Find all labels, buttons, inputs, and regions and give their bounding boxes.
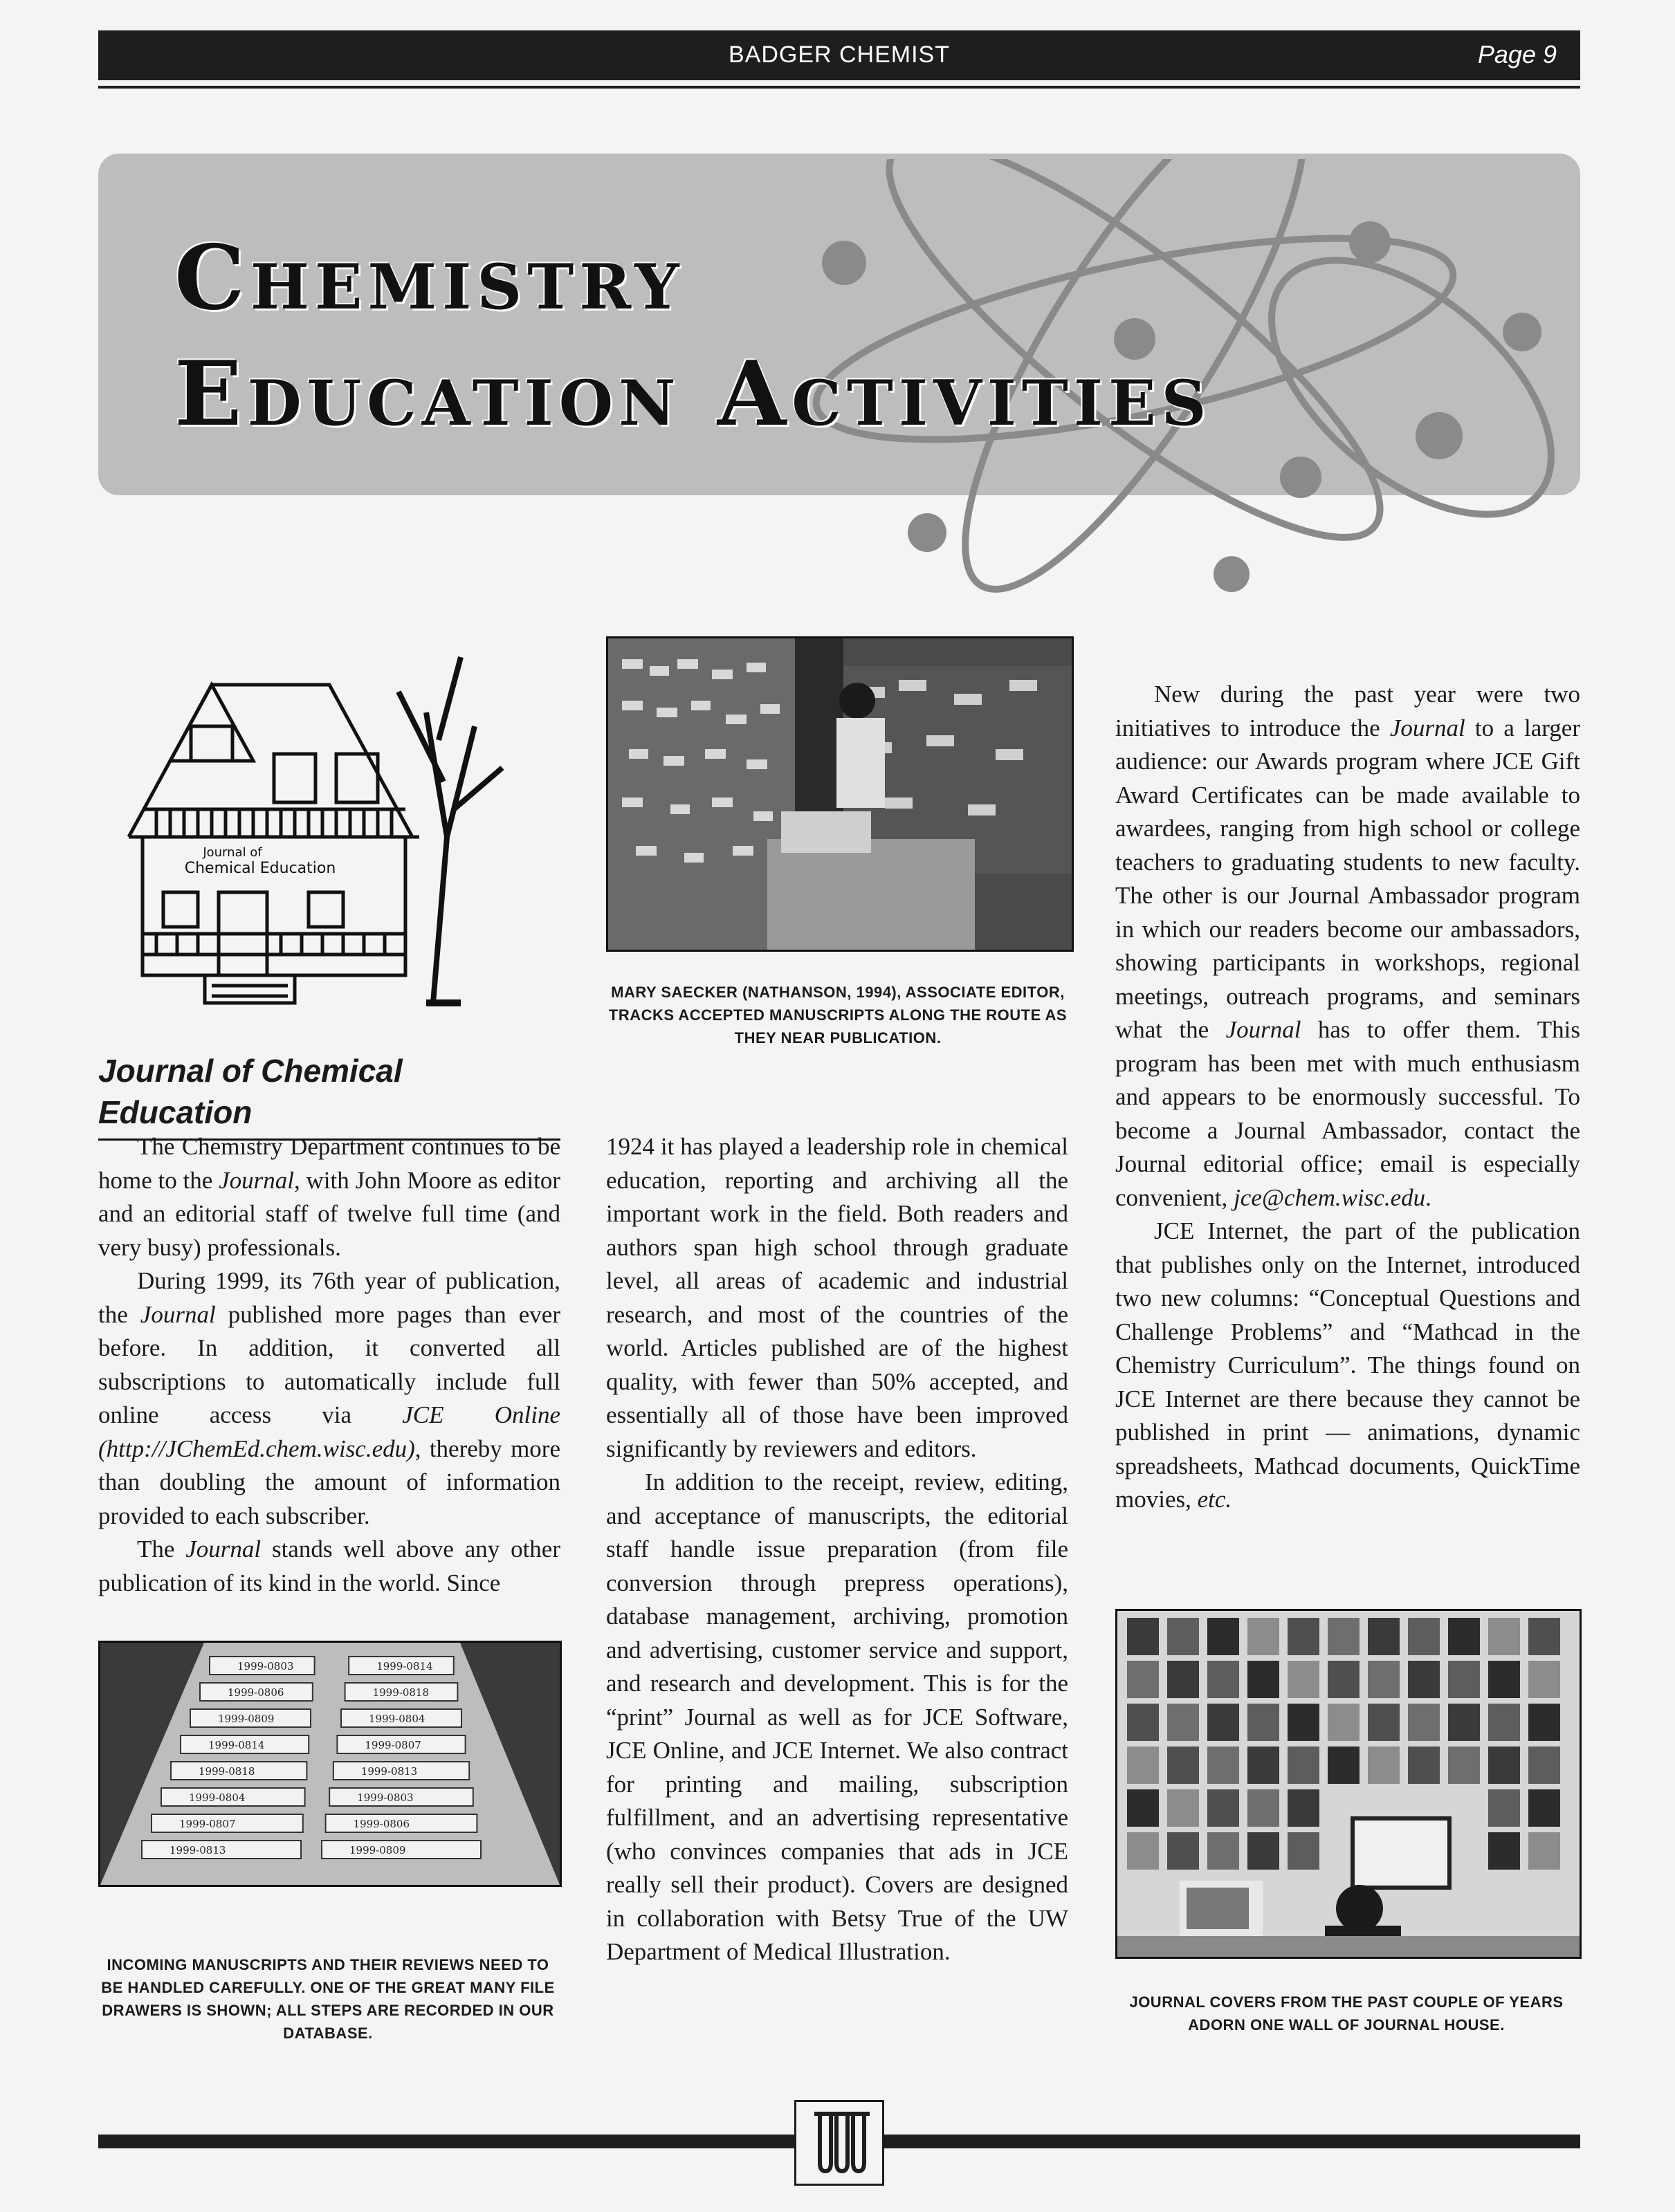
journal-cover <box>1127 1746 1159 1784</box>
journal-cover <box>1288 1746 1319 1784</box>
file-drawer-caption: INCOMING MANUSCRIPTS AND THEIR REVIEWS NEED TO BE HANDLED CAREFULLY. ONE OF THE GREAT MANY FILE DRAWERS IS SHOWN; ALL STEPS ARE RECORDED IN OUR DATABASE. <box>101 1956 555 2042</box>
journal-cover <box>1328 1661 1360 1698</box>
file-tab-label: 1999-0814 <box>376 1660 433 1672</box>
journal-cover <box>1448 1618 1480 1655</box>
journal-cover <box>1328 1704 1360 1741</box>
journal-cover <box>1167 1789 1199 1827</box>
journal-cover <box>1288 1618 1319 1655</box>
journal-cover <box>1328 1618 1360 1655</box>
section-heading: Journal of Chemical Education <box>98 1050 560 1141</box>
house-sign-line-1: Journal of <box>203 845 262 860</box>
journal-cover <box>1368 1661 1400 1698</box>
journal-cover <box>1167 1661 1199 1698</box>
journal-cover <box>1528 1746 1560 1784</box>
file-tab-label: 1999-0809 <box>349 1844 406 1856</box>
banner-title-line-2: Education Activities <box>174 342 1212 446</box>
journal-cover <box>1127 1661 1159 1698</box>
file-tab-label: 1999-0818 <box>372 1686 430 1699</box>
journal-house-illustration <box>101 629 516 1017</box>
editorial-email-link[interactable]: jce@chem.wisc.edu <box>1234 1183 1426 1211</box>
file-tab-label: 1999-0803 <box>237 1660 294 1672</box>
journal-cover <box>1368 1704 1400 1741</box>
journal-cover <box>1207 1789 1239 1827</box>
col1-paragraph-2: During 1999, its 76th year of publication, the Journal published more pages than ever before. In addition, it converted all subscriptions to automatically include full online access via JCE Online (http://JChemEd.chem.wisc.edu), thereby more than doubling the amount of information provided to each subscriber. <box>98 1267 560 1529</box>
file-tab-label: 1999-0813 <box>170 1844 226 1856</box>
col3-paragraph-2: JCE Internet, the part of the publication that publishes only on the Internet, introduced two new columns: “Conceptual Questions and Challenge Problems” and “Mathcad in the Chemistry Curriculum”. The things found on JCE Internet are there because they cannot be published in print — animations, dynamic spreadsheets, Mathcad documents, QuickTime movies, etc. <box>1115 1217 1580 1513</box>
file-tab-label: 1999-0807 <box>179 1818 236 1830</box>
journal-cover <box>1207 1832 1239 1870</box>
journal-cover <box>1528 1832 1560 1870</box>
col2-paragraph-1: 1924 it has played a leadership role in chemical education, reporting and archiving all the important work in the field. Both readers and authors span high school through graduate level, all areas of academic and industrial research, and most of the countries of the world. Articles published are of the highest quality, with fewer than 50% accepted, and essentially all of those have been improved significantly by reviewers and editors. <box>606 1133 1068 1462</box>
banner-title <box>174 220 1212 452</box>
journal-cover <box>1127 1618 1159 1655</box>
journal-cover <box>1247 1746 1279 1784</box>
journal-cover <box>1448 1746 1480 1784</box>
header-bar <box>98 30 1580 80</box>
journal-cover <box>1368 1618 1400 1655</box>
journal-cover <box>1488 1746 1520 1784</box>
page-number: Page 9 <box>1477 40 1557 68</box>
col1-paragraph-3: The Journal stands well above any other publication of its kind in the world. Since <box>98 1536 560 1596</box>
jce-online-link[interactable]: JCE Online (http://JChemEd.chem.wisc.edu) <box>98 1401 560 1462</box>
journal-cover <box>1127 1832 1159 1870</box>
journal-cover <box>1288 1704 1319 1741</box>
journal-cover <box>1528 1661 1560 1698</box>
file-tab-label: 1999-0806 <box>228 1686 284 1699</box>
journal-cover <box>1207 1618 1239 1655</box>
editor-photo-caption: MARY SAECKER (NATHANSON, 1994), ASSOCIATE EDITOR, TRACKS ACCEPTED MANUSCRIPTS ALONG THE ROUTE AS THEY NEAR PUBLICATION. <box>608 984 1068 1047</box>
journal-cover <box>1167 1618 1199 1655</box>
file-tab-label: 1999-0803 <box>357 1791 414 1804</box>
journal-cover <box>1328 1746 1360 1784</box>
file-tab-label: 1999-0806 <box>353 1818 410 1830</box>
col2-paragraph-2: In addition to the receipt, review, editing, and acceptance of manuscripts, the editorial staff handle issue preparation (from file conversion through prepress operations), database management, archiving, promotion and advertising, customer service and support, and research and development. This is for the “print” Journal as well as for JCE Software, JCE Online, and JCE Internet. We also contract for printing and mailing, subscription fulfillment, and an advertising representative (who convinces companies that ads in JCE really sell their product). Covers are designed in collaboration with Betsy True of the UW Department of Medical Illustration. <box>606 1468 1068 1965</box>
journal-cover <box>1167 1832 1199 1870</box>
journal-cover <box>1288 1832 1319 1870</box>
editor-photo <box>606 636 1074 952</box>
file-tab-label: 1999-0818 <box>199 1765 255 1778</box>
file-tab-label: 1999-0807 <box>365 1739 421 1751</box>
journal-cover <box>1207 1661 1239 1698</box>
journal-cover <box>1448 1704 1480 1741</box>
file-drawer-photo <box>98 1641 562 1887</box>
header-rule <box>98 86 1580 89</box>
journal-cover <box>1247 1789 1279 1827</box>
journal-cover <box>1247 1661 1279 1698</box>
journal-cover <box>1488 1661 1520 1698</box>
journal-cover <box>1448 1661 1480 1698</box>
journal-covers-caption: JOURNAL COVERS FROM THE PAST COUPLE OF YEARS ADORN ONE WALL OF JOURNAL HOUSE. <box>1129 1993 1564 2034</box>
journal-cover <box>1528 1704 1560 1741</box>
journal-cover <box>1528 1618 1560 1655</box>
journal-cover <box>1167 1746 1199 1784</box>
file-tab-label: 1999-0814 <box>208 1739 265 1751</box>
file-tab-label: 1999-0804 <box>189 1791 246 1804</box>
column-1 <box>98 1130 560 1600</box>
column-3 <box>1115 678 1580 1517</box>
journal-cover <box>1488 1618 1520 1655</box>
journal-cover <box>1127 1789 1159 1827</box>
newsletter-title: BADGER CHEMIST <box>728 42 951 68</box>
journal-cover <box>1207 1704 1239 1741</box>
journal-cover <box>1247 1832 1279 1870</box>
file-tab-label: 1999-0813 <box>360 1765 418 1778</box>
banner-title-line-1: Chemistry <box>174 226 685 330</box>
house-sign-line-2: Chemical Education <box>184 860 336 877</box>
journal-cover <box>1488 1832 1520 1870</box>
col3-paragraph-1: New during the past year were two initiatives to introduce the Journal to a larger audience: our Awards program where JCE Gift Award Certificates can be made available to awardees, ranging from high school or college teachers to graduating students to new faculty. The other is our Journal Ambassador program in which our readers become our ambassadors, showing participants in workshops, regional meetings, outreach programs, and seminars what the Journal has to offer them. This program has been met with much enthusiasm and appears to be enormously successful. To become a Journal Ambassador, contact the Journal editorial office; email is especially convenient, jce@chem.wisc.edu. <box>1115 681 1580 1211</box>
col1-paragraph-1: The Chemistry Department continues to be home to the Journal, with John Moore as editor and an editorial staff of twelve full time (and very busy) professionals. <box>98 1133 560 1261</box>
journal-cover <box>1488 1789 1520 1827</box>
test-tubes-logo <box>794 2100 884 2186</box>
journal-cover <box>1408 1661 1440 1698</box>
journal-cover <box>1127 1704 1159 1741</box>
journal-cover <box>1528 1789 1560 1827</box>
journal-cover <box>1408 1618 1440 1655</box>
journal-cover <box>1167 1704 1199 1741</box>
file-tab-label: 1999-0804 <box>369 1713 425 1725</box>
journal-covers-photo <box>1115 1609 1582 1959</box>
journal-cover <box>1488 1704 1520 1741</box>
journal-cover <box>1408 1704 1440 1741</box>
journal-cover <box>1247 1704 1279 1741</box>
column-2 <box>606 1130 1068 1969</box>
journal-cover <box>1368 1746 1400 1784</box>
journal-cover <box>1207 1746 1239 1784</box>
journal-cover <box>1288 1661 1319 1698</box>
journal-cover <box>1288 1789 1319 1827</box>
file-tab-label: 1999-0809 <box>218 1713 275 1725</box>
journal-cover <box>1408 1746 1440 1784</box>
journal-cover <box>1247 1618 1279 1655</box>
